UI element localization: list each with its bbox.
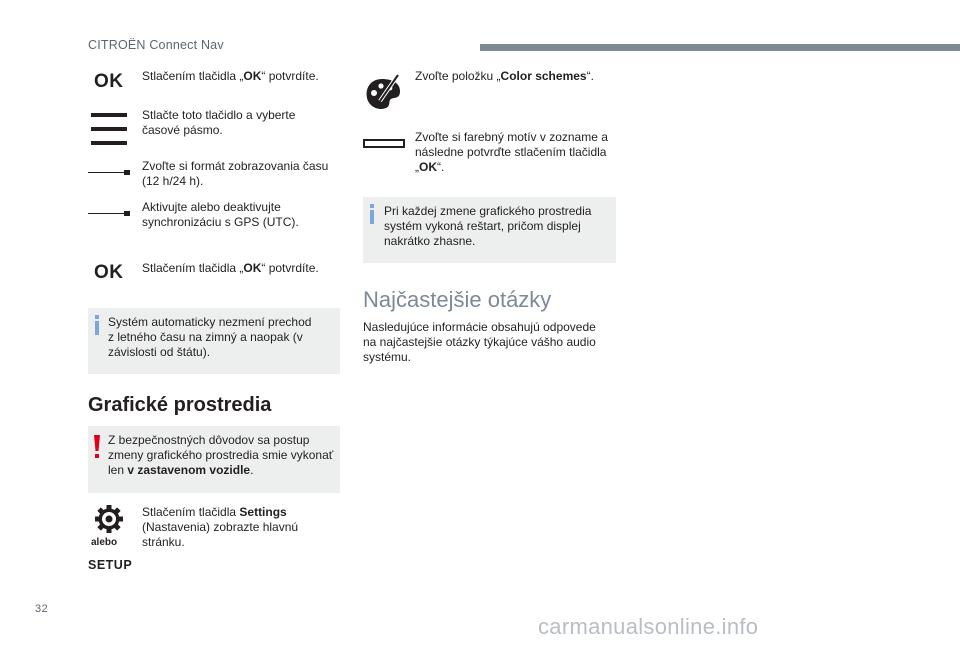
- toggle-line-icon: [88, 170, 130, 176]
- note-line: systém vykoná reštart, pričom displej: [384, 219, 581, 233]
- instruction-text: Stlačením tlačidla „OK“ potvrdíte.: [142, 261, 319, 275]
- list-item-icon: [363, 139, 405, 148]
- watermark: carmanualsonline.info: [538, 614, 759, 639]
- header-bar: [480, 44, 960, 51]
- instruction-text: Zvoľte si farebný motív v zozname a následne potvrďte stlačením tlačidla „OK“.: [415, 130, 608, 174]
- alebo-label: alebo: [91, 537, 118, 548]
- instruction-text: Aktivujte alebo deaktivujte synchronizáciu s GPS (UTC).: [142, 200, 299, 229]
- info-note: [88, 308, 340, 374]
- section-title: Grafické prostredia: [88, 394, 272, 416]
- warning-icon: [93, 435, 101, 459]
- instruction-text: Zvoľte položku „Color schemes“.: [415, 69, 594, 83]
- instruction-text: Zvoľte si formát zobrazovania času (12 h/24 h).: [142, 159, 329, 188]
- note-line: Pri každej zmene grafického prostredia: [384, 204, 592, 218]
- warning-note: [88, 426, 340, 493]
- instruction-text: Stlačením tlačidla Settings (Nastavenia) zobrazte hlavnú stránku.: [142, 505, 299, 549]
- menu-icon: [91, 113, 127, 145]
- ok-button-icon: OK: [94, 71, 124, 92]
- note-line: Systém automaticky nezmení prechod: [108, 315, 312, 329]
- info-icon: [94, 315, 100, 335]
- note-line: zmeny grafického prostredia smie vykonať: [108, 448, 334, 462]
- faq-text: Nasledujúce informácie obsahujú odpovede na najčastejšie otázky týkajúce vášho audio systému.: [363, 320, 596, 364]
- setup-button-label: SETUP: [88, 558, 133, 572]
- faq-title: Najčastejšie otázky: [363, 287, 552, 312]
- instruction-text: Stlačením tlačidla „OK“ potvrdíte.: [142, 69, 319, 83]
- info-note: [363, 197, 616, 263]
- note-line: Z bezpečnostných dôvodov sa postup: [108, 433, 310, 447]
- palette-icon: [364, 73, 402, 113]
- note-line: závislosti od štátu).: [108, 345, 211, 359]
- toggle-line-icon: [88, 211, 130, 217]
- note-line: nakrátko zhasne.: [384, 234, 476, 248]
- gear-icon: [94, 504, 124, 534]
- manual-title: CITROËN Connect Nav: [88, 38, 224, 52]
- instruction-text: Stlačte toto tlačidlo a vyberte časové pásmo.: [142, 108, 296, 137]
- info-icon: [369, 204, 375, 224]
- note-line: z letného času na zimný a naopak (v: [108, 330, 303, 344]
- ok-button-icon: OK: [94, 262, 124, 283]
- note-line: len v zastavenom vozidle.: [108, 463, 254, 477]
- page-number: 32: [35, 603, 49, 615]
